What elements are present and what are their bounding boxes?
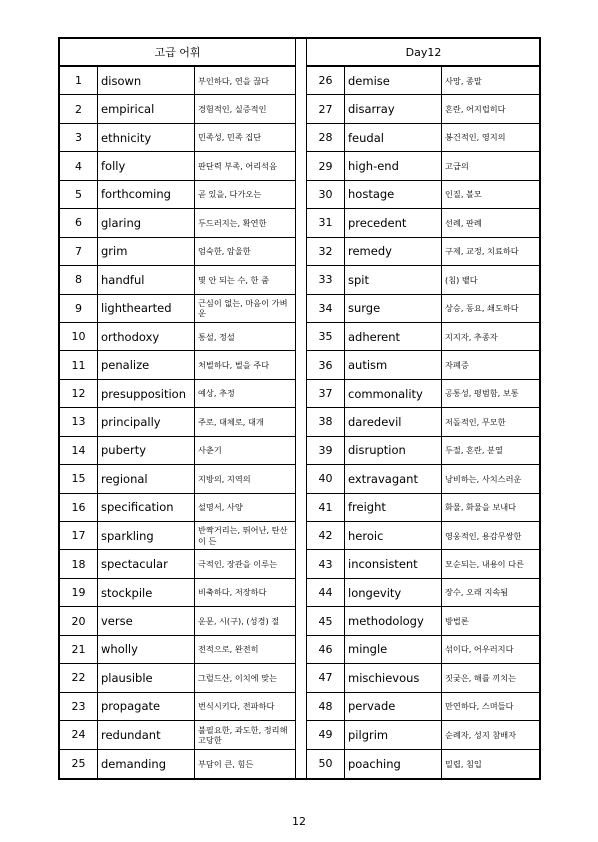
vocab-row	[307, 693, 540, 721]
vocab-row	[307, 67, 540, 95]
entry-word: spit	[345, 266, 442, 293]
entry-word: daredevil	[345, 408, 442, 435]
vocab-row	[60, 494, 295, 522]
entry-number: 37	[307, 380, 345, 407]
entry-meaning: 통설, 정설	[198, 331, 235, 342]
vocab-row	[60, 124, 295, 152]
entry-number: 26	[307, 67, 345, 94]
vocab-row	[60, 266, 295, 294]
entry-word: sparkling	[98, 522, 195, 549]
entry-word: verse	[98, 607, 195, 634]
entry-word: disruption	[345, 437, 442, 464]
entry-word: redundant	[98, 721, 195, 748]
entry-number: 40	[307, 465, 345, 492]
vocab-row	[307, 408, 540, 436]
entry-word: propagate	[98, 693, 195, 720]
entry-number: 24	[60, 721, 98, 748]
vocabulary-table	[58, 37, 541, 780]
vocab-row	[60, 664, 295, 692]
entry-meaning: 민족성, 민족 집단	[198, 132, 262, 143]
entry-meaning: 근심이 없는, 마음이 가벼운	[198, 297, 288, 319]
entry-number: 49	[307, 721, 345, 748]
entry-word: pilgrim	[345, 721, 442, 748]
entry-meaning: 곧 있을, 다가오는	[198, 189, 262, 200]
entry-meaning: 예상, 추정	[198, 388, 235, 399]
entry-meaning: 낭비하는, 사치스러운	[445, 473, 522, 484]
vocab-row	[60, 323, 295, 351]
entry-word: feudal	[345, 124, 442, 151]
entry-word: inconsistent	[345, 550, 442, 577]
entry-word: presupposition	[98, 380, 195, 407]
entry-number: 11	[60, 351, 98, 378]
vocab-row	[307, 209, 540, 237]
right-rows	[307, 67, 540, 778]
entry-number: 1	[60, 67, 98, 94]
entry-meaning: 인질, 볼모	[445, 189, 482, 200]
entry-number: 3	[60, 124, 98, 151]
vocab-row	[60, 351, 295, 379]
entry-word: autism	[345, 351, 442, 378]
entry-meaning: 경험적인, 실증적인	[198, 104, 267, 115]
entry-meaning: 몇 안 되는 수, 한 줌	[198, 274, 269, 285]
entry-word: heroic	[345, 522, 442, 549]
entry-meaning: 불필요한, 과도한, 정리해고당한	[198, 724, 288, 745]
entry-number: 23	[60, 693, 98, 720]
entry-number: 13	[60, 408, 98, 435]
entry-meaning: 저돌적인, 무모한	[445, 416, 506, 427]
entry-meaning: 전적으로, 완전히	[198, 644, 259, 655]
entry-number: 22	[60, 664, 98, 691]
vocab-row	[60, 550, 295, 578]
entry-number: 27	[307, 95, 345, 122]
entry-word: disown	[98, 67, 195, 94]
entry-meaning: 그럴드산, 이치에 맞는	[198, 672, 277, 683]
entry-word: remedy	[345, 238, 442, 265]
entry-meaning: 영웅적인, 용감무쌍한	[445, 530, 522, 541]
vocab-row	[60, 465, 295, 493]
entry-number: 48	[307, 693, 345, 720]
entry-word: surge	[345, 295, 442, 322]
entry-number: 19	[60, 579, 98, 606]
entry-number: 28	[307, 124, 345, 151]
entry-word: commonality	[345, 380, 442, 407]
vocab-row	[307, 323, 540, 351]
entry-word: disarray	[345, 95, 442, 122]
vocab-row	[60, 295, 295, 323]
vocab-row	[307, 721, 540, 749]
entry-word: grim	[98, 238, 195, 265]
entry-number: 14	[60, 437, 98, 464]
entry-meaning: 처벌하다, 벌을 주다	[198, 359, 270, 370]
vocab-row	[60, 181, 295, 209]
entry-number: 6	[60, 209, 98, 236]
entry-word: forthcoming	[98, 181, 195, 208]
entry-word: pervade	[345, 693, 442, 720]
vocab-row	[307, 465, 540, 493]
entry-word: demanding	[98, 750, 195, 778]
vocab-row	[60, 238, 295, 266]
entry-word: regional	[98, 465, 195, 492]
entry-number: 46	[307, 636, 345, 663]
entry-meaning: 부인하다, 연을 끊다	[198, 75, 270, 86]
vocab-row	[60, 693, 295, 721]
entry-meaning: 구제, 교정, 치료하다	[445, 246, 519, 257]
vocab-row	[60, 152, 295, 180]
vocab-row	[60, 750, 295, 778]
entry-word: high-end	[345, 152, 442, 179]
vocab-row	[307, 494, 540, 522]
entry-word: adherent	[345, 323, 442, 350]
entry-number: 43	[307, 550, 345, 577]
entry-number: 16	[60, 494, 98, 521]
vocab-row	[307, 664, 540, 692]
vocab-row	[307, 607, 540, 635]
vocab-row	[60, 579, 295, 607]
vocab-row	[60, 437, 295, 465]
vocab-row	[307, 238, 540, 266]
vocab-row	[307, 437, 540, 465]
entry-word: stockpile	[98, 579, 195, 606]
entry-word: ethnicity	[98, 124, 195, 151]
entry-number: 25	[60, 750, 98, 778]
entry-number: 2	[60, 95, 98, 122]
entry-meaning: 극적인, 장관을 이루는	[198, 559, 277, 570]
entry-word: lighthearted	[98, 295, 195, 322]
entry-number: 10	[60, 323, 98, 350]
entry-meaning: 두절, 혼란, 분열	[445, 445, 503, 456]
entry-word: extravagant	[345, 465, 442, 492]
entry-number: 35	[307, 323, 345, 350]
vocab-row	[307, 550, 540, 578]
entry-word: poaching	[345, 750, 442, 778]
entry-word: puberty	[98, 437, 195, 464]
column-separator	[296, 39, 306, 778]
entry-word: spectacular	[98, 550, 195, 577]
entry-number: 36	[307, 351, 345, 378]
entry-word: wholly	[98, 636, 195, 663]
vocab-row	[307, 351, 540, 379]
vocab-row	[307, 750, 540, 778]
entry-meaning: 상승, 동요, 쇄도하다	[445, 303, 519, 314]
entry-number: 8	[60, 266, 98, 293]
vocab-row	[60, 209, 295, 237]
entry-word: folly	[98, 152, 195, 179]
entry-meaning: 화물, 화물을 보내다	[445, 502, 517, 513]
entry-word: handful	[98, 266, 195, 293]
entry-word: orthodoxy	[98, 323, 195, 350]
entry-number: 34	[307, 295, 345, 322]
entry-word: glaring	[98, 209, 195, 236]
entry-word: freight	[345, 494, 442, 521]
vocab-row	[307, 266, 540, 294]
entry-word: empirical	[98, 95, 195, 122]
entry-meaning: 주로, 대체로, 대개	[198, 416, 264, 427]
entry-meaning: 부담이 큰, 힘든	[198, 758, 254, 769]
entry-meaning: 두드러지는, 확연한	[198, 217, 267, 228]
entry-number: 4	[60, 152, 98, 179]
vocab-row	[60, 408, 295, 436]
entry-number: 5	[60, 181, 98, 208]
entry-number: 15	[60, 465, 98, 492]
left-column	[60, 39, 296, 778]
entry-meaning: 자폐증	[445, 359, 469, 370]
entry-meaning: 사춘기	[198, 445, 222, 456]
entry-meaning: 만연하다, 스며들다	[445, 701, 514, 712]
vocab-row	[307, 636, 540, 664]
entry-meaning: 지지자, 추종자	[445, 331, 498, 342]
entry-meaning: 비축하다, 저장하다	[198, 587, 267, 598]
vocab-row	[307, 181, 540, 209]
entry-meaning: 순례자, 성지 참배자	[445, 729, 517, 740]
entry-meaning: 선례, 판례	[445, 217, 482, 228]
entry-number: 29	[307, 152, 345, 179]
entry-meaning: 섞이다, 어우러지다	[445, 644, 514, 655]
entry-number: 9	[60, 295, 98, 322]
vocab-row	[60, 522, 295, 550]
entry-word: methodology	[345, 607, 442, 634]
vocab-row	[60, 721, 295, 749]
page-number: 12	[292, 815, 306, 828]
left-rows	[60, 67, 295, 778]
entry-number: 38	[307, 408, 345, 435]
entry-number: 20	[60, 607, 98, 634]
entry-word: demise	[345, 67, 442, 94]
entry-word: hostage	[345, 181, 442, 208]
entry-meaning: 모순되는, 내용이 다른	[445, 559, 524, 570]
entry-meaning: 봉건적인, 영지의	[445, 132, 506, 143]
entry-number: 33	[307, 266, 345, 293]
entry-meaning: 사망, 종말	[445, 75, 482, 86]
entry-number: 7	[60, 238, 98, 265]
vocab-row	[307, 95, 540, 123]
vocab-row	[307, 380, 540, 408]
entry-meaning: 판단력 부족, 어리석음	[198, 160, 277, 171]
vocab-row	[307, 522, 540, 550]
entry-meaning: 장수, 오래 지속됨	[445, 587, 509, 598]
vocab-row	[60, 607, 295, 635]
entry-number: 50	[307, 750, 345, 778]
entry-number: 30	[307, 181, 345, 208]
entry-word: penalize	[98, 351, 195, 378]
entry-meaning: 엄숙한, 암울한	[198, 246, 251, 257]
vocab-row	[60, 67, 295, 95]
right-column	[306, 39, 540, 778]
entry-meaning: (침) 뱉다	[445, 274, 478, 285]
vocab-row	[60, 636, 295, 664]
entry-number: 17	[60, 522, 98, 549]
entry-word: precedent	[345, 209, 442, 236]
entry-number: 32	[307, 238, 345, 265]
vocab-row	[60, 380, 295, 408]
vocab-row	[60, 95, 295, 123]
vocab-row	[307, 295, 540, 323]
entry-meaning: 운문, 시(구), (성경) 절	[198, 615, 280, 626]
right-header: Day12	[307, 39, 540, 67]
entry-meaning: 고급의	[445, 160, 469, 171]
entry-meaning: 설명서, 사양	[198, 502, 243, 513]
entry-number: 47	[307, 664, 345, 691]
entry-number: 42	[307, 522, 345, 549]
vocab-row	[307, 152, 540, 180]
entry-number: 45	[307, 607, 345, 634]
entry-meaning: 반짝거리는, 뛰어난, 탄산이 든	[198, 525, 288, 546]
entry-number: 31	[307, 209, 345, 236]
entry-word: mingle	[345, 636, 442, 663]
entry-word: longevity	[345, 579, 442, 606]
entry-word: principally	[98, 408, 195, 435]
entry-number: 12	[60, 380, 98, 407]
entry-number: 39	[307, 437, 345, 464]
entry-meaning: 방법론	[445, 615, 469, 626]
entry-meaning: 짓궂은, 해를 끼치는	[445, 672, 517, 683]
entry-meaning: 지방의, 지역의	[198, 473, 251, 484]
entry-meaning: 혼란, 어지럽히다	[445, 104, 506, 115]
entry-number: 18	[60, 550, 98, 577]
entry-word: specification	[98, 494, 195, 521]
left-header: 고급 어휘	[60, 39, 295, 67]
entry-meaning: 번식시키다, 전파하다	[198, 701, 275, 712]
vocab-row	[307, 579, 540, 607]
entry-word: mischievous	[345, 664, 442, 691]
vocab-row	[307, 124, 540, 152]
entry-meaning: 밀렵, 침입	[445, 758, 482, 769]
entry-number: 44	[307, 579, 345, 606]
entry-number: 21	[60, 636, 98, 663]
entry-meaning: 공통성, 평범함, 보통	[445, 388, 519, 399]
entry-number: 41	[307, 494, 345, 521]
entry-word: plausible	[98, 664, 195, 691]
